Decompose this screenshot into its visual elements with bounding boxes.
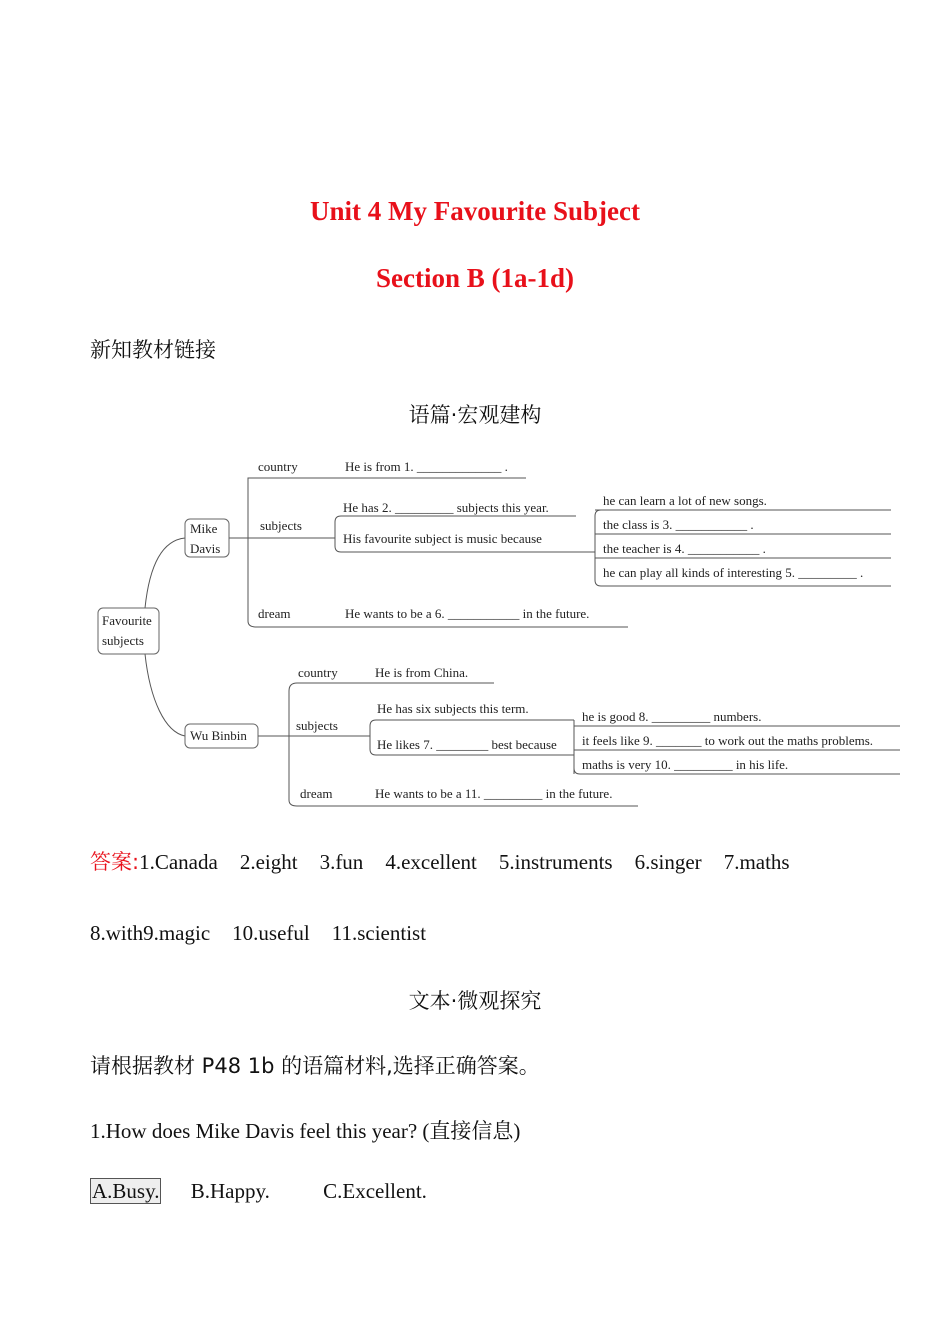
- answer-item: 8.with9.magic: [90, 921, 211, 945]
- answer-item: 4.excellent: [385, 850, 477, 874]
- macro-heading: 语篇·宏观建构: [408, 403, 542, 427]
- root-label-line2: subjects: [102, 633, 144, 648]
- mike-reason-1: he can learn a lot of new songs.: [603, 493, 767, 508]
- option-b[interactable]: B.Happy.: [190, 1179, 270, 1203]
- answer-item: 11.scientist: [331, 921, 427, 945]
- answer-item: 10.useful: [232, 921, 310, 945]
- wu-reason-1: he is good 8. _________ numbers.: [582, 709, 762, 724]
- option-c[interactable]: C.Excellent.: [323, 1179, 427, 1203]
- root-label-line1: Favourite: [102, 613, 152, 628]
- option-a[interactable]: A.Busy.: [92, 1179, 160, 1203]
- connector-root-mike: [145, 538, 185, 608]
- instruction-text: 请根据教材 P48 1b 的语篇材料,选择正确答案。: [90, 1054, 540, 1078]
- wu-subjects-text2: He likes 7. ________ best because: [377, 737, 557, 752]
- mike-reason-2: the class is 3. ___________ .: [603, 517, 754, 532]
- wu-dream-label: dream: [300, 786, 333, 801]
- mike-subjects-label: subjects: [260, 518, 302, 533]
- connector-root-wu: [145, 654, 185, 736]
- answer-item: 6.singer: [634, 850, 702, 874]
- mike-country-text: He is from 1. _____________ .: [345, 459, 508, 474]
- micro-heading: 文本·微观探究: [408, 989, 542, 1013]
- wu-name: Wu Binbin: [190, 728, 247, 743]
- mike-dream-text: He wants to be a 6. ___________ in the future.: [345, 606, 590, 621]
- mike-subjects-text2: His favourite subject is music because: [343, 531, 542, 546]
- wu-reason-3: maths is very 10. _________ in his life.: [582, 757, 789, 772]
- answers-line2: [90, 921, 448, 946]
- answer-item: 3.fun: [319, 850, 364, 874]
- answer-item: 5.instruments: [498, 850, 613, 874]
- wu-country-text: He is from China.: [375, 665, 469, 680]
- section-label: 新知教材链接: [90, 338, 216, 362]
- page-subtitle: Section B (1a-1d): [376, 263, 574, 293]
- mike-country-label: country: [258, 459, 298, 474]
- wu-subjects-text1: He has six subjects this term.: [377, 701, 529, 716]
- page-title: Unit 4 My Favourite Subject: [310, 196, 640, 226]
- mike-reason-3: the teacher is 4. ___________ .: [603, 541, 766, 556]
- question-text: 1.How does Mike Davis feel this year? (直接信息): [90, 1119, 521, 1143]
- answer-item: 7.maths: [723, 850, 790, 874]
- options-row: [90, 1179, 427, 1204]
- mike-dream-label: dream: [258, 606, 291, 621]
- answer-item: 2.eight: [239, 850, 298, 874]
- mike-name-line1: Mike: [190, 521, 218, 536]
- wu-dream-text: He wants to be a 11. _________ in the future.: [375, 786, 613, 801]
- mike-reason-4: he can play all kinds of interesting 5. _________ .: [603, 565, 864, 580]
- mike-name-line2: Davis: [190, 541, 221, 556]
- answers-line1: [90, 846, 790, 876]
- wu-reason-2: it feels like 9. _______ to work out the maths problems.: [582, 733, 874, 748]
- answers-label: 答案:: [90, 850, 140, 874]
- mike-subjects-text1: He has 2. _________ subjects this year.: [343, 500, 549, 515]
- wu-country-label: country: [298, 665, 338, 680]
- wu-subjects-label: subjects: [296, 718, 338, 733]
- mind-map: [90, 440, 910, 815]
- answer-item: 1.Canada: [139, 850, 218, 874]
